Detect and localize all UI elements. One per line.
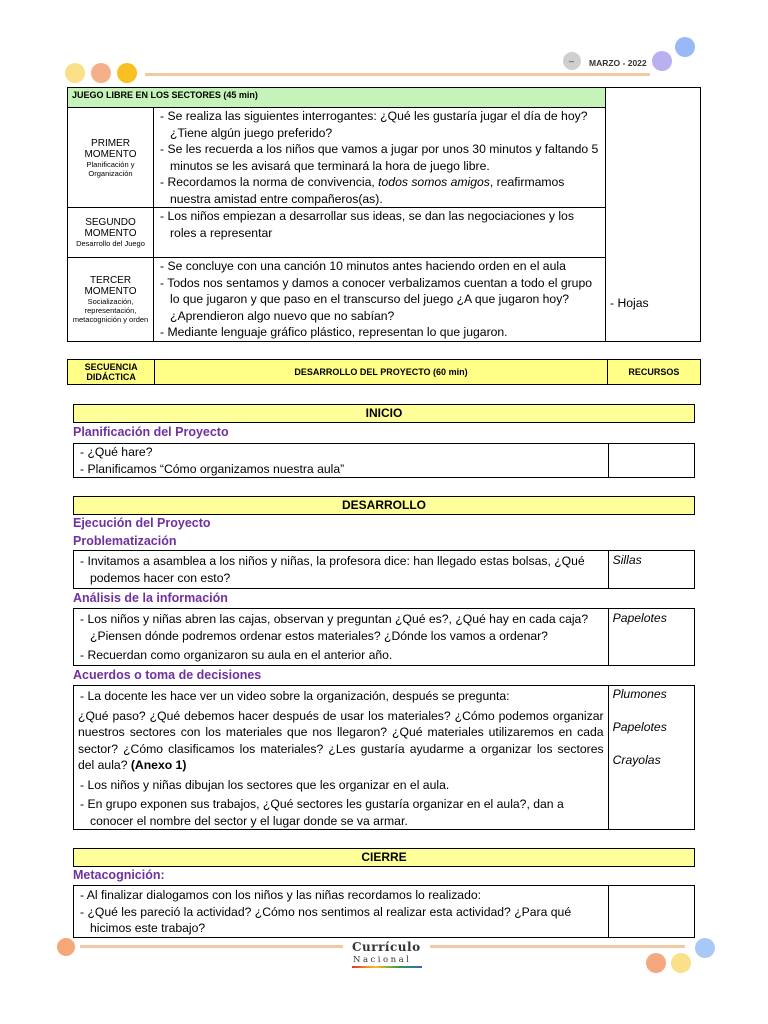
sequence-bar — [67, 359, 701, 385]
moment-1-title: PRIMER MOMENTO — [84, 137, 137, 160]
cierre-line-1: - Al finalizar dialogamos con los niños y las niñas recordamos lo realizado: — [80, 888, 482, 902]
acuerdos-resources — [608, 686, 694, 830]
cierre-table — [73, 885, 695, 938]
inicio-heading: Planificación del Proyecto — [73, 425, 229, 439]
juego-libre-table — [67, 87, 701, 342]
inicio-line-2: - Planificamos “Cómo organizamos nuestra aula” — [80, 461, 345, 476]
juego-resource: - Hojas — [610, 295, 649, 310]
footer-dot-orange — [57, 938, 75, 956]
header-date: MARZO - 2022 — [589, 58, 647, 68]
problematizacion-line: - Invitamos a asamblea a los niños y niñas, la profesora dice: han llegado estas bolsas, ¿Qué podemos hacer con esto? — [80, 554, 585, 585]
moment-1-line-1: - Se realiza las siguientes interrogantes: ¿Qué les gustaría jugar el día de hoy? ¿Tiene algún juego preferido? — [160, 109, 588, 140]
header-dot-purple — [652, 51, 672, 71]
footer-rule-right — [430, 945, 685, 948]
moment-2-title: SEGUNDO MOMENTO — [84, 217, 137, 239]
analisis-line-1: - Los niños y niñas abren las cajas, observan y preguntan ¿Qué es?, ¿Qué hay en cada caja? ¿Piensen dónde podremos ordenar estos materiales? ¿Dónde los vamos a ordenar? — [80, 612, 589, 643]
analisis-table — [73, 608, 695, 666]
moment-3-label — [68, 258, 154, 342]
acuerdos-line-1: - La docente les hace ver un video sobre la organización, después se pregunta: — [80, 689, 510, 703]
moment-3-line-1: - Se concluye con una canción 10 minutos antes haciendo orden en el aula — [160, 259, 566, 273]
header-rule — [145, 73, 650, 76]
header-dot-3 — [117, 63, 137, 83]
analisis-line-2: - Recuerdan como organizaron su aula en el anterior año. — [80, 648, 393, 662]
footer-rule-left — [80, 945, 343, 948]
sequence-col-secuencia: SECUENCIA DIDÁCTICA — [68, 360, 155, 385]
acuerdos-line-3: - Los niños y niñas dibujan los sectores que les organizar en el aula. — [80, 777, 450, 792]
header-dot-blue — [675, 37, 695, 57]
ejecucion-heading: Ejecución del Proyecto — [73, 516, 211, 530]
footer-logo-line-1: Currículo — [352, 940, 421, 954]
inicio-table — [73, 443, 695, 478]
header-dot-1 — [65, 63, 85, 83]
inicio-bar: INICIO — [73, 404, 695, 423]
moment-3-line-3: - Mediante lenguaje gráfico plástico, representan lo que jugaron. — [160, 325, 508, 339]
moment-1-line-3: - Recordamos la norma de convivencia, todos somos amigos, reafirmamos nuestra amistad entre compañeros(as). — [160, 175, 565, 206]
acuerdos-table — [73, 685, 695, 830]
footer-logo-line-2: Nacional — [353, 955, 412, 965]
inicio-resource-cell — [608, 444, 694, 478]
analisis-heading: Análisis de la información — [73, 591, 228, 605]
header-dot-2 — [91, 63, 111, 83]
header-dash: – — [569, 56, 575, 66]
moment-3-line-2: - Todos nos sentamos y damos a conocer verbalizamos cuentan a todo el grupo lo que jugaron y que paso en el transcurso del juego ¿A que jugaron hoy? ¿Aprendieron algo nuevo que no sabían? — [160, 275, 593, 323]
inicio-text — [74, 444, 609, 478]
acuerdos-line-2: ¿Qué paso? ¿Qué debemos hacer después de usar los materiales? ¿Cómo podemos organizar nuestros sectores con los materiales que nos llegaron? ¿Qué materiales utilizaremos en cada sector? ¿Cómo clasificamos los materiales? ¿Les gustaría ayudarme a organizar los sectores del aula? (Anexo 1) — [78, 708, 604, 772]
analisis-resource: Papelotes — [608, 609, 694, 666]
moment-2-subtitle: Desarrollo del Juego — [76, 239, 145, 248]
metacognicion-heading: Metacognición: — [73, 868, 165, 882]
moment-3-text — [154, 258, 606, 342]
moment-1-text — [154, 108, 606, 208]
resource-plumones: Plumones — [612, 687, 667, 701]
problematizacion-heading: Problematización — [73, 534, 177, 548]
resource-papelotes: Papelotes — [612, 720, 667, 734]
footer-logo-stripe — [352, 966, 422, 968]
footer-dot-blue — [695, 938, 715, 958]
inicio-line-1: - ¿Qué hare? — [80, 445, 153, 459]
desarrollo-bar: DESARROLLO — [73, 496, 695, 515]
analisis-text — [74, 609, 609, 666]
acuerdos-heading: Acuerdos o toma de decisiones — [73, 668, 262, 682]
moment-1-line-2: - Se les recuerda a los niños que vamos a jugar por unos 30 minutos y faltando 5 minutos se les avisará que terminará la hora de juego libre. — [160, 142, 599, 173]
moment-3-subtitle: Socialización, representación, metacognición y orden — [72, 297, 149, 324]
juego-libre-title: JUEGO LIBRE EN LOS SECTORES (45 min) — [68, 88, 606, 108]
moment-2-line-1: - Los niños empiezan a desarrollar sus ideas, se dan las negociaciones y los roles a representar — [160, 209, 574, 240]
moment-2-label — [68, 208, 154, 258]
moment-3-title: TERCER MOMENTO — [84, 275, 137, 297]
cierre-line-2: - ¿Qué les pareció la actividad? ¿Cómo nos sentimos al realizar esta actividad? ¿Para qué hicimos este trabajo? — [80, 904, 572, 935]
moment-2-text — [154, 208, 606, 258]
cierre-bar: CIERRE — [73, 848, 695, 867]
resource-crayolas: Crayolas — [612, 753, 661, 767]
problematizacion-table — [73, 550, 695, 589]
footer-dot-peach — [646, 953, 666, 973]
cierre-resource-cell — [608, 886, 694, 938]
cierre-text — [74, 886, 609, 938]
acuerdos-text — [74, 686, 609, 830]
footer-dot-yellow — [671, 953, 691, 973]
sequence-col-desarrollo: DESARROLLO DEL PROYECTO (60 min) — [155, 360, 607, 385]
problematizacion-resource: Sillas — [608, 551, 694, 589]
juego-resource-cell — [606, 88, 701, 342]
problematizacion-text — [74, 551, 609, 589]
moment-1-label — [68, 108, 154, 208]
acuerdos-line-4: - En grupo exponen sus trabajos, ¿Qué sectores les gustaría organizar en el aula?, dan a conocer el nombre del sector y el lugar donde se va armar. — [80, 797, 564, 828]
moment-1-subtitle: Planificación y Organización — [86, 159, 135, 178]
sequence-col-recursos: RECURSOS — [607, 360, 700, 385]
